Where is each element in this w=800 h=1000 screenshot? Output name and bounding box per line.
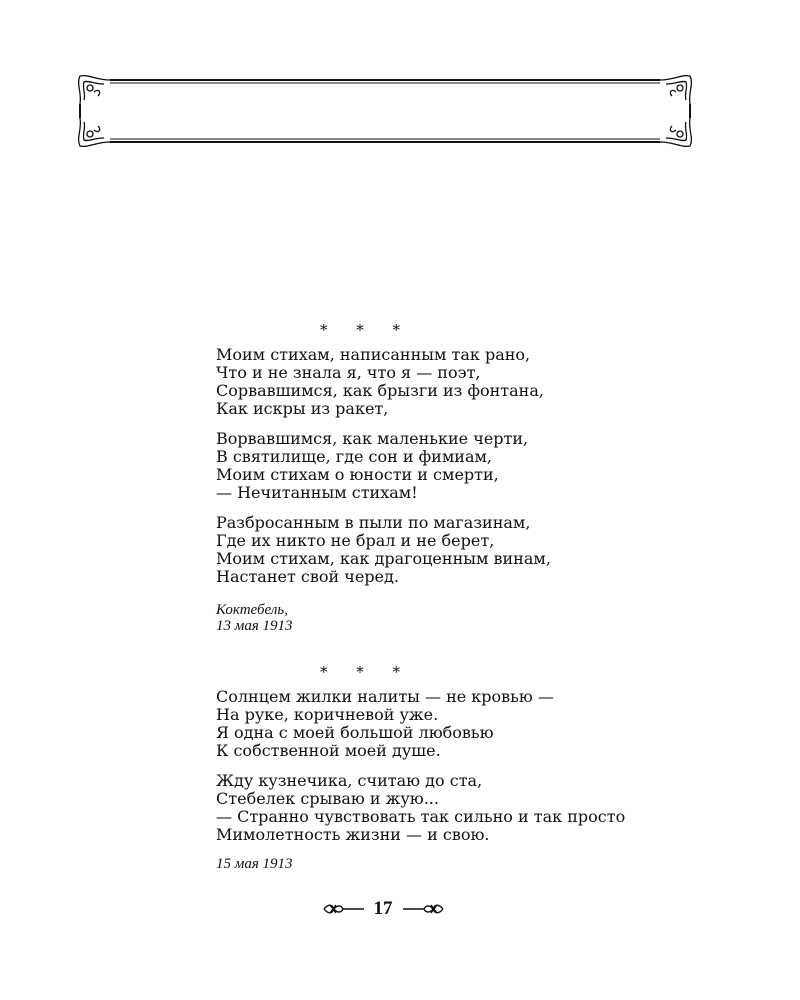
page-footer [318, 896, 448, 922]
poem-line: Мимолетность жизни — и свою. [216, 825, 490, 844]
poem-line: Стебелек срываю и жую... [216, 789, 439, 808]
poem-2 [216, 688, 716, 872]
ornamental-frame-graphic [74, 70, 696, 152]
poem-1-stanza-3 [216, 514, 716, 586]
poem-line: Ворвавшимся, как маленькие черти, [216, 429, 529, 448]
poem-1-date [216, 602, 716, 634]
poem-line: Моим стихам, как драгоценным винам, [216, 549, 551, 568]
poem-line: — Странно чувствовать так сильно и так просто [216, 807, 626, 826]
poem-line: Я одна с моей большой любовью [216, 723, 494, 742]
header-ornamental-frame [74, 70, 696, 152]
poem-line: Моим стихам о юности и смерти, [216, 465, 499, 484]
poem-line: Сорвавшимся, как брызги из фонтана, [216, 381, 544, 400]
poem-line: — Нечитанным стихам! [216, 483, 418, 502]
poem-line: Разбросанным в пыли по магазинам, [216, 513, 531, 532]
poem-line: Что и не знала я, что я — поэт, [216, 363, 481, 382]
poem-line: Где их никто не брал и не берет, [216, 531, 495, 550]
corner-ornament-top-left-icon [79, 76, 110, 104]
poem-line: Солнцем жилки налиты — не кровью — [216, 687, 554, 706]
poem-line: Как искры из ракет, [216, 399, 389, 418]
poem-line: В святилище, где сон и фимиам, [216, 447, 493, 466]
poem-1 [216, 346, 716, 634]
poem-date-line: 15 мая 1913 [216, 856, 293, 872]
page-number: 17 [373, 898, 393, 919]
poem-line: Настанет свой черед. [216, 567, 399, 586]
corner-ornament-top-right-icon [660, 76, 691, 104]
corner-ornament-bottom-left-icon [79, 118, 110, 146]
corner-ornament-bottom-right-icon [660, 118, 691, 146]
poem-2-separator-stars: * * * [319, 663, 413, 681]
poem-2-stanza-1 [216, 688, 716, 760]
left-flourish-icon [322, 902, 366, 916]
poem-date-line: Коктебель, [216, 602, 288, 618]
poem-date-line: 13 мая 1913 [216, 618, 293, 634]
poem-1-stanza-1 [216, 346, 716, 418]
poem-1-separator-stars: * * * [319, 321, 413, 339]
right-flourish-icon [401, 902, 445, 916]
poem-line: К собственной моей душе. [216, 741, 441, 760]
poem-line: Жду кузнечика, считаю до ста, [216, 771, 483, 790]
poem-1-stanza-2 [216, 430, 716, 502]
poem-line: На руке, коричневой уже. [216, 705, 439, 724]
poem-line: Моим стихам, написанным так рано, [216, 345, 531, 364]
poem-2-date [216, 856, 716, 872]
poem-2-stanza-2 [216, 772, 716, 844]
